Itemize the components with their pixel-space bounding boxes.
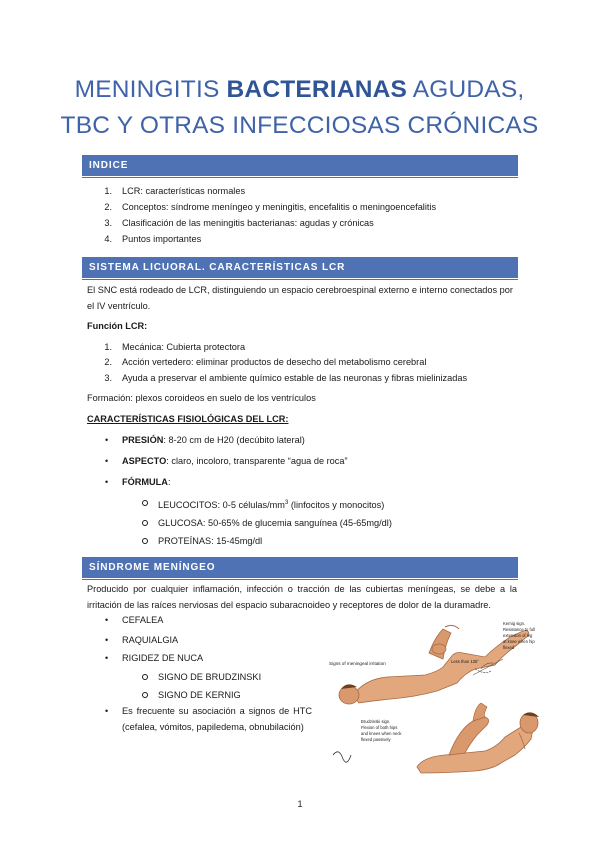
title-line-2: TBC Y OTRAS INFECCIOSAS CRÓNICAS xyxy=(60,112,539,139)
presion-value: : 8-20 cm de H20 (decúbito lateral) xyxy=(163,435,305,445)
section-heading-licuoral: SISTEMA LICUORAL. CARACTERÍSTICAS LCR xyxy=(82,257,518,278)
aspecto-label: ASPECTO xyxy=(122,456,167,466)
glucosa-item: GLUCOSA: 50-65% de glucemia sanguínea (45-65mg/dl) xyxy=(158,518,392,528)
meningeal-signs-illustration xyxy=(325,617,547,777)
bullet-dot: • xyxy=(105,653,109,663)
list-number: 3. xyxy=(104,218,112,228)
sintoma-item: RIGIDEZ DE NUCA xyxy=(122,653,204,663)
aspecto-value: : claro, incoloro, transparente “agua de roca” xyxy=(166,456,348,466)
label-brudzinski: flexed passively xyxy=(361,737,391,742)
formula-colon: : xyxy=(167,477,171,487)
label-kernig: extension of leg xyxy=(503,633,533,638)
list-number: 4. xyxy=(104,234,112,244)
label-kernig: Kernig sign. xyxy=(503,621,526,626)
licuoral-intro: El SNC está rodeado de LCR, distinguiendo un espacio cerebroespinal externo e interno conectados por el IV ventrículo. xyxy=(87,285,513,311)
document-title xyxy=(60,72,539,144)
label-kernig: at knee when hip xyxy=(503,639,535,644)
bullet-dot: • xyxy=(105,456,109,466)
label-brudzinski: and knees when neck xyxy=(361,731,402,736)
signo-item: SIGNO DE BRUDZINSKI xyxy=(158,672,262,682)
funcion-item: Acción vertedero: eliminar productos de desecho del metabolismo cerebral xyxy=(122,357,427,367)
list-number: 1. xyxy=(104,342,112,352)
htc-line-1: Es frecuente su asociación a signos de HTC xyxy=(122,706,312,716)
circle-bullet-icon xyxy=(142,538,148,544)
aspecto-item xyxy=(122,455,348,467)
htc-line-2: (cefalea, vómitos, papiledema, obnubilación) xyxy=(122,722,304,732)
title-part: MENINGITIS xyxy=(74,76,227,103)
list-number: 3. xyxy=(104,373,112,383)
circle-bullet-icon xyxy=(142,500,148,506)
formula-item xyxy=(122,476,171,488)
sintoma-item: RAQUIALGIA xyxy=(122,635,179,645)
bullet-dot: • xyxy=(105,706,109,716)
formula-label: FÓRMULA xyxy=(122,477,168,487)
leucocitos-text: LEUCOCITOS: 0-5 células/mm xyxy=(158,500,285,511)
list-number: 2. xyxy=(104,357,112,367)
section-heading-indice: INDICE xyxy=(82,155,518,176)
page-number: 1 xyxy=(297,799,303,809)
circle-bullet-icon xyxy=(142,692,148,698)
formacion-text: Formación: plexos coroideos en suelo de los ventrículos xyxy=(87,393,316,403)
artist-signature xyxy=(333,752,351,762)
label-kernig: flexed xyxy=(503,645,515,650)
sintoma-item: CEFALEA xyxy=(122,615,164,625)
bullet-dot: • xyxy=(105,635,109,645)
circle-bullet-icon xyxy=(142,674,148,680)
caracteristicas-label: CARACTERÍSTICAS FISIOLÓGICAS DEL LCR: xyxy=(87,414,289,424)
index-item: Clasificación de las meningitis bacterianas: agudas y crónicas xyxy=(122,218,374,228)
title-part: AGUDAS, xyxy=(407,76,525,103)
signo-item: SIGNO DE KERNIG xyxy=(158,690,241,700)
bullet-dot: • xyxy=(105,615,109,625)
label-meningeal-irritation: Signs of meningeal irritation xyxy=(329,661,386,666)
presion-item xyxy=(122,434,305,446)
leucocitos-superscript: 3 xyxy=(284,500,289,506)
presion-label: PRESIÓN xyxy=(122,435,164,445)
proteinas-item: PROTEÍNAS: 15-45mg/dl xyxy=(158,536,263,546)
list-number: 2. xyxy=(104,202,112,212)
circle-bullet-icon xyxy=(142,520,148,526)
index-item: Conceptos: síndrome meníngeo y meningitis, encefalitis o meningoencefalitis xyxy=(122,202,437,212)
label-kernig: Resistance to full xyxy=(503,627,535,632)
funcion-item: Mecánica: Cubierta protectora xyxy=(122,342,246,352)
funcion-label: Función LCR: xyxy=(87,321,148,331)
label-angle: Less than 135° xyxy=(451,659,479,664)
label-brudzinski: Brudzinski sign. xyxy=(361,719,391,724)
leucocitos-detail: (linfocitos y monocitos) xyxy=(288,500,385,511)
funcion-item: Ayuda a preservar el ambiente químico estable de las neuronas y fibras mielinizadas xyxy=(122,373,468,383)
label-brudzinski: Flexion of both hips xyxy=(361,725,398,730)
list-number: 1. xyxy=(104,186,112,196)
bullet-dot: • xyxy=(105,435,109,445)
meningeo-intro: Producido por cualquier inflamación, infección o tracción de las cubiertas meníngeas, se debe a la irritación de las raíces nerviosas del espacio subaracnoideo y receptores de dolor de la duramadre. xyxy=(87,584,517,610)
brudzinski-figure xyxy=(417,703,539,773)
index-item: Puntos importantes xyxy=(122,234,202,244)
bullet-dot: • xyxy=(105,477,109,487)
leucocitos-item xyxy=(158,497,384,511)
title-bold-part: BACTERIANAS xyxy=(226,76,408,103)
section-heading-meningeo: SÍNDROME MENÍNGEO xyxy=(82,557,518,578)
index-item: LCR: características normales xyxy=(122,186,246,196)
